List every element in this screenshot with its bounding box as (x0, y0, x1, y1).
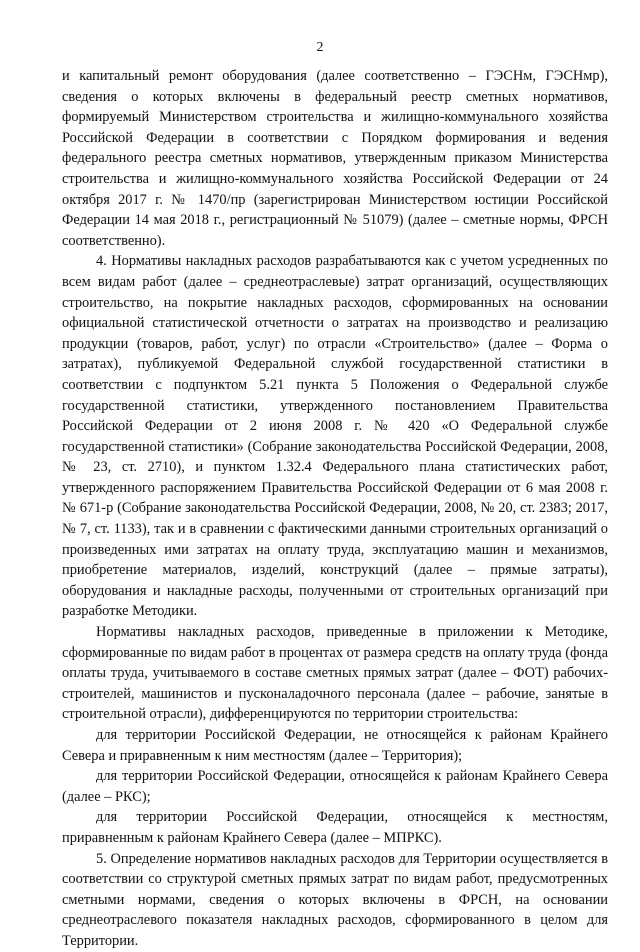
page-number: 2 (316, 40, 324, 55)
paragraph-overhead-norms: Нормативы накладных расходов, приведенные в приложении к Методике, сформированные по видам работ в процентах от размера средств на оплату труда (фонда оплаты труда, учитываемого в составе сметных прямых затрат (далее – ФОТ) рабочих-строителей, машинистов и пусконаладочного персонала (далее – рабочие, занятые в строительной отрасли), дифференцируются по территории строительства: (62, 624, 608, 723)
paragraph-territory: для территории Российской Федерации, не относящейся к районам Крайнего Севера и приравненным к ним местностям (далее – Территория); (62, 727, 608, 764)
paragraph-mprks: для территории Российской Федерации, относящейся к местностям, приравненным к районам Крайнего Севера (далее – МПРКС). (62, 809, 608, 846)
document-body (62, 66, 608, 952)
paragraph-continuation: и капитальный ремонт оборудования (далее соответственно – ГЭСНм, ГЭСНмр), сведения о которых включены в федеральный реестр сметных нормативов, формируемый Министерством строительства и жилищно-коммунального хозяйства Российской Федерации в соответствии с Порядком формирования и ведения федерального реестра сметных нормативов, утвержденным приказом Министерства строительства и жилищно-коммунального хозяйства Российской Федерации от 24 октября 2017 г. № 1470/пр (зарегистрирован Министерством юстиции Российской Федерации 14 мая 2018 г., регистрационный № 51079) (далее – сметные нормы, ФРСН соответственно). (62, 68, 608, 249)
paragraph-rks: для территории Российской Федерации, относящейся к районам Крайнего Севера (далее – РКС); (62, 768, 608, 805)
paragraph-item-4: 4. Нормативы накладных расходов разрабатываются как с учетом усредненных по всем видам работ (далее – среднеотраслевые) затрат организаций, осуществляющих строительство, на покрытие накладных расходов, сформированных на основании официальной статистической отчетности о затратах на производство и реализацию продукции (товаров, работ, услуг) по отрасли «Строительство» (далее – Форма о затратах), публикуемой Федеральной службой государственной статистики в соответствии с подпунктом 5.21 пункта 5 Положения о Федеральной службе государственной статистики, утвержденного постановлением Правительства Российской Федерации от 2 июня 2008 г. № 420 «О Федеральной службе государственной статистики» (Собрание законодательства Российской Федерации, 2008, № 23, ст. 2710), и пунктом 1.32.4 Федерального плана статистических работ, утвержденного распоряжением Правительства Российской Федерации от 6 мая 2008 г. № 671-р (Собрание законодательства Российской Федерации, 2008, № 20, ст. 2383; 2017, № 7, ст. 1133), так и в сравнении с фактическими данными строительных организаций о произведенных ими затратах на оплату труда, эксплуатацию машин и механизмов, приобретение материалов, изделий, конструкций (далее – прямые затраты), оборудования и накладные расходы, полученными от строительных организаций при разработке Методики. (62, 253, 608, 620)
paragraph-item-5: 5. Определение нормативов накладных расходов для Территории осуществляется в соответствии со структурой сметных прямых затрат по видам работ, предусмотренных сметными нормами, сведения о которых включены в ФРСН, на основании среднеотраслевого показателя накладных расходов, сформированного в целом для Территории. (62, 850, 608, 949)
